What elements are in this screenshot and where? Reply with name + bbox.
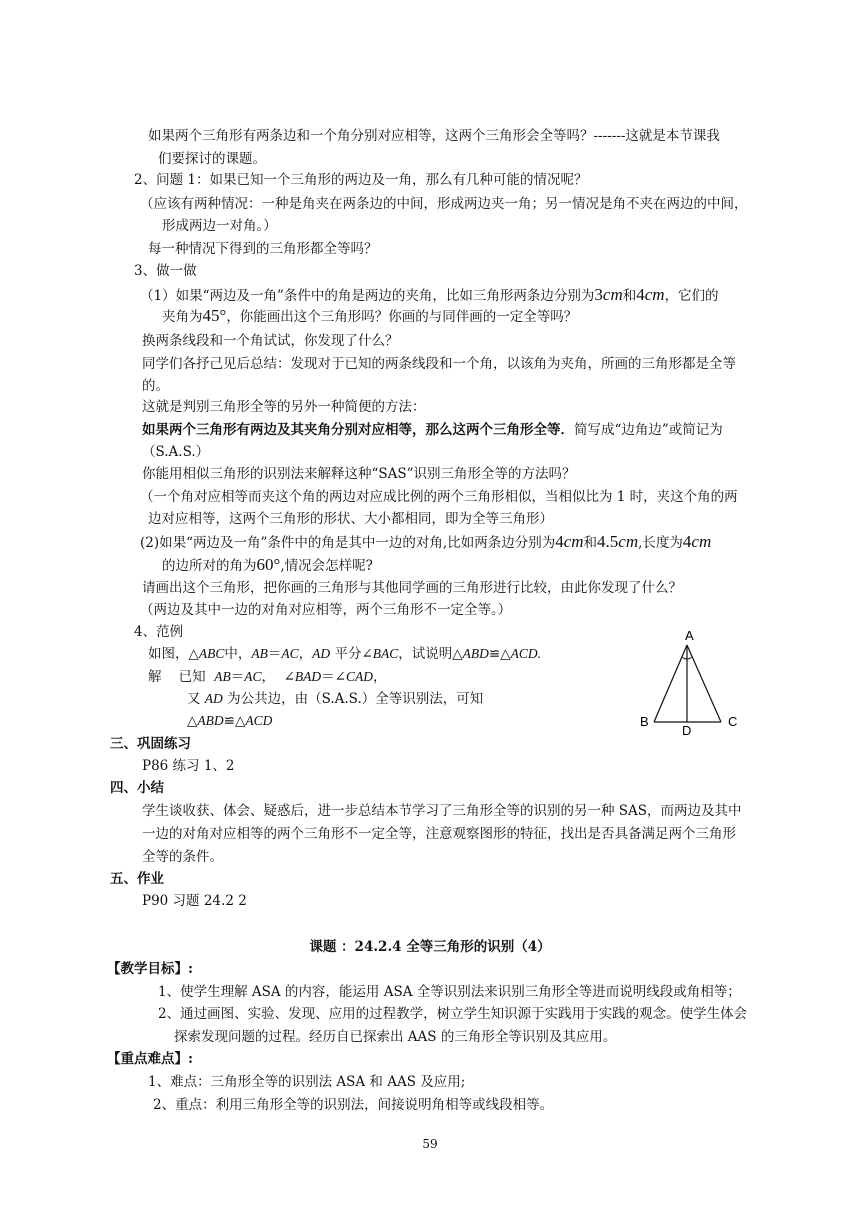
section-heading: 【教学目标】: — [107, 961, 193, 977]
text-line: 请画出这个三角形，把你画的三角形与其他同学画的三角形进行比较，由此你发现了什么？ — [142, 580, 682, 596]
text-line: 3、做一做 — [134, 263, 197, 279]
text-line: 1、使学生理解 ASA 的内容，能运用 ASA 全等识别法来识别三角形全等进而说明线段或角相等； — [158, 984, 741, 1000]
text-line: 学生谈收获、体会、疑惑后，进一步总结本节学习了三角形全等的识别的另一种 SAS，而两边及其中 — [142, 803, 742, 819]
text-line: 又 AD 为公共边，由（S.A.S.）全等识别法，可知 — [187, 691, 484, 707]
text-line: 的。 — [142, 378, 169, 394]
text-line: 2、通过画图、实验、发现、应用的过程教学，树立学生知识源于实践用于实践的观念。使学生体会 — [158, 1006, 748, 1022]
text-line: △ABD≌△ACD — [187, 713, 273, 729]
text-line: 换两条线段和一个角试试，你发现了什么？ — [142, 333, 399, 349]
text-line: 这就是判别三角形全等的另外一种简便的方法： — [142, 399, 426, 415]
text-line: 2、问题 1：如果已知一个三角形的两边及一角，那么有几种可能的情况呢？ — [134, 172, 588, 188]
text-line: 形成两边一对角。） — [162, 218, 277, 234]
text-line: （S.A.S.） — [142, 444, 210, 460]
side-ac — [687, 645, 721, 722]
text-line: 夹角为45°，你能画出这个三角形吗？你画的与同伴画的一定全等吗？ — [162, 306, 578, 325]
section-heading: 五、作业 — [110, 871, 164, 887]
page-number: 59 — [422, 1137, 438, 1151]
text-line: 如果两个三角形有两边及其夹角分别对应相等，那么这两个三角形全等．简写成“边角边”或简记为 — [142, 422, 723, 438]
triangle-figure — [640, 625, 760, 740]
text-line: 2、重点：利用三角形全等的识别法，间接说明角相等或线段相等。 — [153, 1097, 554, 1113]
text-line: 你能用相似三角形的识别法来解释这种“SAS”识别三角形全等的方法吗？ — [142, 466, 576, 482]
section-heading: 四、小结 — [110, 780, 164, 796]
text-line: 如图，△ABC中，AB＝AC，AD 平分∠BAC，试说明△ABD≌△ACD. — [148, 646, 541, 662]
text-line: 们要探讨的课题。 — [158, 151, 266, 167]
section-heading: 三、巩固练习 — [110, 736, 191, 752]
label-d: D — [682, 723, 692, 738]
text-line: （1）如果“两边及一角”条件中的角是两边的夹角，比如三角形两条边分别为3cm和4cm，它们的 — [140, 285, 719, 304]
text-line: 全等的条件。 — [142, 849, 223, 865]
text-line: P90 习题 24.2 2 — [142, 893, 247, 909]
text-line: 同学们各抒己见后总结：发现对于已知的两条线段和一个角，以该角为夹角，所画的三角形都是全等 — [142, 356, 736, 372]
lesson-title: 课题 ：24.2.4 全等三角形的识别（4） — [309, 939, 551, 955]
text-line: 探索发现问题的过程。经历自已探索出 AAS 的三角形全等识别及其应用。 — [174, 1029, 617, 1045]
text-line: 解 已知 AB＝AC， ∠BAD＝∠CAD， — [148, 669, 387, 685]
text-line: 1、难点：三角形全等的识别法 ASA 和 AAS 及应用; — [148, 1074, 466, 1090]
text-line: (2)如果“两边及一角”条件中的角是其中一边的对角,比如两条边分别为4cm和4.5cm,长度为4cm — [140, 532, 712, 551]
text-line: 如果两个三角形有两条边和一个角分别对应相等，这两个三角形会全等吗？-------这就是本节课我 — [148, 128, 720, 144]
section-heading: 【重点难点】: — [107, 1051, 193, 1067]
label-b: B — [640, 714, 649, 729]
text-line: 边对应相等，这两个三角形的形状、大小都相同，即为全等三角形） — [148, 511, 553, 527]
text-line: （应该有两种情况：一种是角夹在两条边的中间，形成两边夹一角；另一情况是角不夹在两边的中间， — [140, 196, 748, 212]
text-line: （两边及其中一边的对角对应相等，两个三角形不一定全等。） — [140, 602, 512, 618]
text-line: （一个角对应相等而夹这个角的两边对应成比例的两个三角形相似，当相似比为 1 时，夹这个角的两 — [140, 489, 738, 505]
label-a: A — [685, 628, 694, 643]
text-line: 每一种情况下得到的三角形都全等吗？ — [148, 241, 378, 257]
label-c: C — [728, 714, 738, 729]
text-line: P86 练习 1、2 — [142, 758, 235, 774]
text-line: 的边所对的角为60°,情况会怎样呢? — [162, 555, 373, 574]
text-line: 4、范例 — [134, 624, 184, 640]
side-ab — [654, 645, 687, 722]
text-line: 一边的对角对应相等的两个三角形不一定全等，注意观察图形的特征，找出是否具备满足两个三角形 — [142, 826, 736, 842]
